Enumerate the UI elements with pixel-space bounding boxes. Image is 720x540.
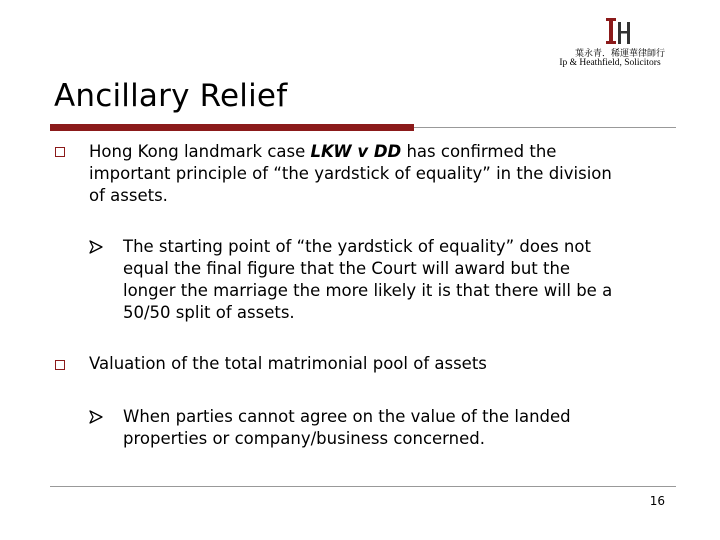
- arrow-bullet-icon: [89, 410, 103, 424]
- page-number: 16: [649, 494, 665, 508]
- bullet-1-text-before: Hong Kong landmark case: [89, 142, 311, 161]
- sub-bullet-1-line-1: The starting point of “the yardstick of equality” does not: [123, 237, 591, 256]
- title-accent-bar: [50, 124, 414, 131]
- bullet-2-text: [89, 353, 487, 375]
- sub-bullet-1-line-2: equal the final figure that the Court will award but the: [123, 259, 571, 278]
- ih-monogram-logo-icon: [600, 16, 636, 46]
- sub-bullet-1-text: [123, 236, 612, 324]
- sub-bullet-2-line-2: properties or company/business concerned.: [123, 429, 486, 448]
- arrow-bullet-icon: [89, 240, 103, 254]
- bullet-1-text-after: has confirmed the: [401, 142, 557, 161]
- bullet-2-line-1: Valuation of the total matrimonial pool of assets: [89, 354, 487, 373]
- sub-bullet-1-line-4: 50/50 split of assets.: [123, 303, 295, 322]
- square-bullet-icon: [55, 360, 65, 370]
- bullet-1-line-3: of assets.: [89, 186, 168, 205]
- firm-name-chinese: 葉永青．稀運華律師行: [574, 49, 665, 59]
- case-name-emphasis: LKW v DD: [310, 142, 402, 161]
- sub-bullet-1-line-3: longer the marriage the more likely it is that there will be a: [123, 281, 613, 300]
- sub-bullet-2-text: [123, 406, 571, 450]
- bullet-1-text: [89, 141, 612, 207]
- firm-name-english: Ip & Heathfield, Solicitors: [559, 58, 661, 68]
- slide-title: Ancillary Relief: [54, 78, 288, 114]
- bullet-1-line-1: [89, 141, 612, 163]
- bullet-1-line-2: important principle of “the yardstick of equality” in the division: [89, 164, 612, 183]
- footer-divider: [50, 486, 676, 487]
- sub-bullet-2-line-1: When parties cannot agree on the value of the landed: [123, 407, 571, 426]
- square-bullet-icon: [55, 147, 65, 157]
